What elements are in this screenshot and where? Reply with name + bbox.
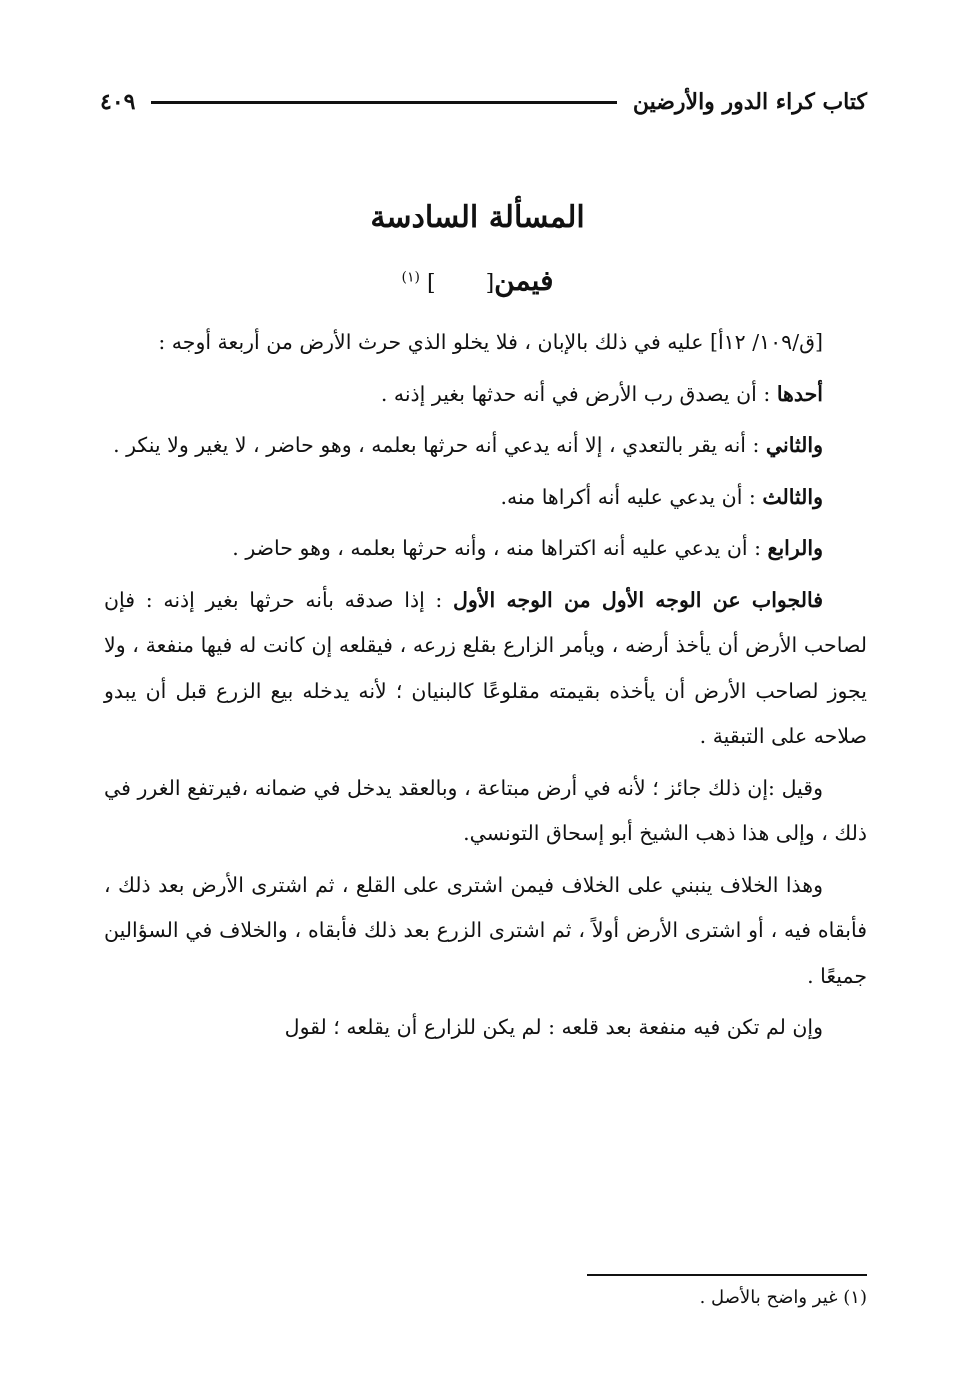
paragraph: [104, 372, 867, 418]
paragraph-lead: والثاني: [765, 433, 823, 457]
paragraph-text: وإن لم تكن فيه منفعة بعد قلعه : لم يكن للزارع أن يقلعه ؛ لقول: [284, 1015, 823, 1039]
subtitle-close-bracket: ]: [426, 271, 436, 296]
paragraph-text: : أنه يقر بالتعدي ، إلا أنه يدعي أنه حرثها بعلمه ، وهو حاضر ، لا يغير ولا ينكر .: [113, 433, 766, 457]
paragraph-text: : أن يدعي عليه أنه أكراها منه.: [500, 484, 763, 509]
paragraph: [104, 578, 867, 760]
page-number: ٤٠٩: [100, 89, 136, 115]
paragraph: [104, 423, 867, 469]
paragraph-lead: والثالث: [762, 484, 823, 509]
paragraph-text: [ق/١٠٩/ ١٢أ] عليه في ذلك بالإبان ، فلا يخلو الذي حرث الأرض من أربعة أوجه :: [158, 330, 823, 354]
paragraph-text: وقيل :إن ذلك جائز ؛ لأنه في أرض مبتاعة ، وبالعقد يدخل في ضمانه ،فيرتفع الغرر في ذلك ، وإلى هذا ذهب الشيخ أبو إسحاق التونسي.: [104, 775, 867, 845]
footnote: (١) غير واضح بالأصل .: [699, 1287, 867, 1308]
paragraph: [104, 526, 867, 572]
paragraph: [104, 320, 867, 366]
section-subtitle: [0, 264, 955, 297]
paragraph: [104, 766, 867, 857]
paragraph-lead: أحدها: [776, 381, 823, 406]
paragraph-text: وهذا الخلاف ينبني على الخلاف فيمن اشترى على القلع ، ثم اشترى الأرض بعد ذلك ، فأبقاه فيه ، أو اشترى الأرض أولاً ، ثم اشترى الزرع بعد ذلك فأبقاه ، والخلاف في السؤالين جميعًا .: [104, 872, 867, 988]
paragraph-lead: والرابع: [767, 536, 823, 560]
paragraph-text: : أن يدعي عليه أنه اكتراها منه ، وأنه حرثها بعلمه ، وهو حاضر .: [232, 536, 768, 560]
paragraph-lead: فالجواب عن الوجه الأول من الوجه الأول: [453, 587, 824, 612]
paragraph-text: : أن يصدق رب الأرض في أنه حدثها بغير إذنه .: [380, 381, 777, 406]
subtitle-open-bracket: [: [485, 271, 495, 296]
subtitle-word: فيمن: [494, 264, 554, 297]
section-title: المسألة السادسة: [370, 200, 585, 235]
footnote-rule: [587, 1274, 867, 1276]
page-header: [100, 82, 867, 122]
paragraph: [104, 1005, 867, 1051]
paragraph: [104, 863, 867, 1000]
body-text: [104, 320, 867, 1057]
footnote-marker: (١): [401, 269, 420, 286]
paragraph: [104, 475, 867, 521]
running-title: كتاب كراء الدور والأرضين: [632, 89, 867, 115]
paragraph-text: : إذا صدقه بأنه حرثها بغير إذنه : فإن لصاحب الأرض أن يأخذ أرضه ، ويأمر الزارع بقلع زرعه ، فيقلعه إن كانت له فيها منفعة ، ولا يجوز لصاحب الأرض أن يأخذه بقيمته مقلوعًا كالبنيان ؛ لأنه يدخله بيع الزرع قبل أن يبدو صلاحه على التبقية .: [104, 587, 867, 748]
header-rule: [151, 101, 616, 104]
